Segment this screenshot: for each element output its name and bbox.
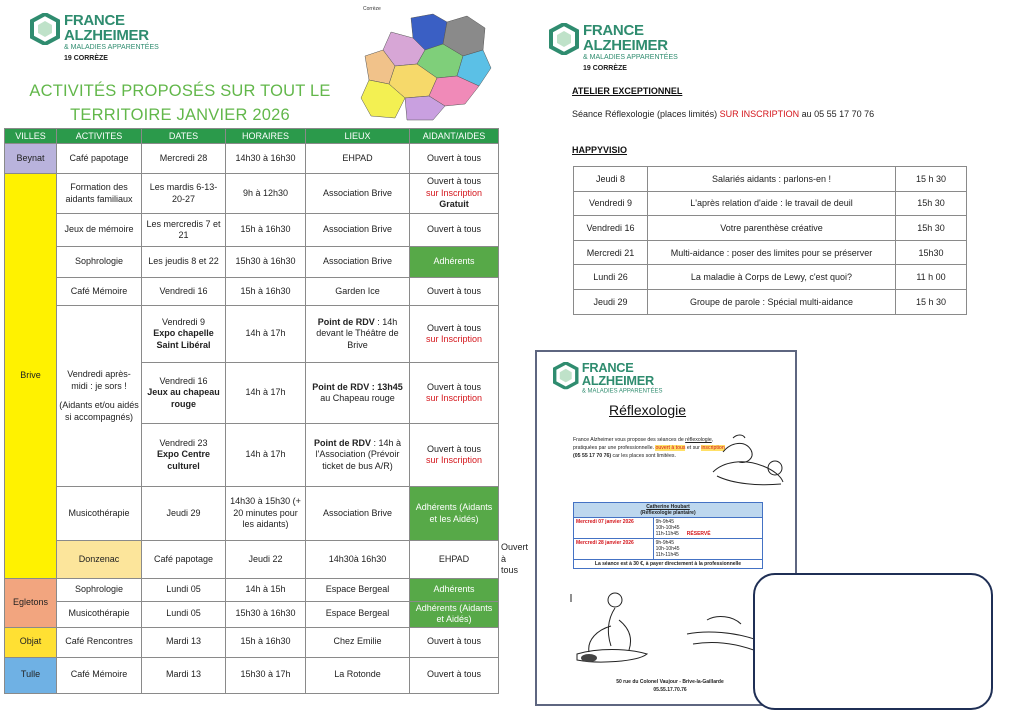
slots-text: 9h-9h45 10h-10h45 11h-11h45 <box>655 540 680 558</box>
topic: Multi-aidance : poser des limites pour se préserver <box>648 240 896 265</box>
city-tulle: Tulle <box>5 657 57 693</box>
activity: Café papotage <box>57 144 142 174</box>
day: Mercredi 21 <box>574 240 648 265</box>
activity: Café Mémoire <box>57 657 142 693</box>
date: Jeudi 22 <box>226 541 306 579</box>
activity: Café Rencontres <box>57 627 142 657</box>
audience: Ouvert à tous <box>410 278 499 306</box>
place <box>306 306 410 363</box>
header-villes: VILLES <box>5 129 57 144</box>
audience-registration: sur Inscription <box>425 187 483 198</box>
activities-table <box>4 128 529 694</box>
audience-open: Ouvert à tous <box>426 322 482 333</box>
table-header-row <box>5 129 499 144</box>
header-activites: ACTIVITES <box>57 129 142 144</box>
audience: Adhérents <box>410 247 499 278</box>
time: 15h à 16h30 <box>226 627 306 657</box>
place: EHPAD <box>306 144 410 174</box>
activity: Sophrologie <box>57 578 142 601</box>
table-row <box>5 144 499 174</box>
city-brive: Brive <box>5 174 57 579</box>
atelier-line <box>572 109 874 119</box>
logo-line4: 19 CORRÈZE <box>583 65 627 72</box>
city-donzenac: Donzenac <box>57 541 142 579</box>
table-row: Donzenac Café papotage Jeudi 22 14h30à 16h30 EHPAD Ouvert à tous <box>5 541 499 579</box>
meeting-point-detail: : 14h à l'Association (Prévoir ticket de bus A/R) <box>315 437 402 471</box>
table-row <box>5 627 499 657</box>
date-day: Vendredi 9 <box>161 316 206 327</box>
table-row <box>5 487 499 541</box>
atelier-highlight: SUR INSCRIPTION <box>719 109 800 119</box>
logo-line3: & MALADIES APPARENTÉES <box>581 388 663 395</box>
time: 15h30 à 16h30 <box>226 601 306 627</box>
topic: L'après relation d'aide : le travail de deuil <box>648 191 896 216</box>
place: Association Brive <box>306 214 410 247</box>
time: 15h à 16h30 <box>226 278 306 306</box>
date: Lundi 05 <box>142 601 226 627</box>
flyer-phone: (05 55 17 70 76) <box>573 453 612 459</box>
flyer-address <box>585 678 755 694</box>
city-egletons: Egletons <box>5 578 57 627</box>
audience-open: Ouvert à tous <box>426 443 482 454</box>
table-row <box>5 174 499 214</box>
date-day: Vendredi 16 <box>159 375 208 386</box>
place: Association Brive <box>306 487 410 541</box>
flyer-highlight: ouvert à tous <box>655 445 686 451</box>
activity: Musicothérapie <box>57 487 142 541</box>
header-dates: DATES <box>142 129 226 144</box>
meeting-point-label: Point de RDV <box>313 437 371 448</box>
flyer-header-row <box>574 503 763 518</box>
logo-left <box>30 13 159 62</box>
date: Les mercredis 7 et 21 <box>142 214 226 247</box>
day: Vendredi 9 <box>574 191 648 216</box>
place <box>306 424 410 487</box>
reflexology-illustration-icon <box>567 590 767 670</box>
table-row <box>5 278 499 306</box>
date: Mardi 13 <box>142 627 226 657</box>
table-row <box>574 560 763 569</box>
topic: Groupe de parole : Spécial multi-aidance <box>648 289 896 314</box>
time: 14h30 à 15h30 (+ 20 minutes pour les aidants) <box>226 487 306 541</box>
date <box>142 306 226 363</box>
outing-note: (Aidants et/ou aidés si accompagnés) <box>59 400 139 422</box>
city-objat: Objat <box>5 627 57 657</box>
logo-line1: FRANCE <box>64 12 125 29</box>
audience: Ouvert à tous <box>410 627 499 657</box>
logo-line1: FRANCE <box>583 22 644 39</box>
table-row <box>574 240 967 265</box>
empty-note-box <box>753 573 993 710</box>
session-slots <box>653 539 762 560</box>
topic: Votre parenthèse créative <box>648 216 896 241</box>
date-event: Jeux au chapeau rouge <box>147 387 220 409</box>
flyer-text: , pratiquées par une professionnelle. <box>573 437 714 451</box>
audience-registration: sur Inscription <box>425 334 483 344</box>
logo-line4: 19 CORRÈZE <box>64 55 108 62</box>
audience <box>410 363 499 424</box>
page-title <box>20 79 340 127</box>
date-event: Expo chapelle Saint Libéral <box>153 328 214 350</box>
time: 14h à 17h <box>226 363 306 424</box>
time: 15h 30 <box>896 216 967 241</box>
place: Chez Emilie <box>306 627 410 657</box>
date: Les jeudis 8 et 22 <box>142 247 226 278</box>
logo-line3: & MALADIES APPARENTÉES <box>64 44 159 51</box>
logo-line2: ALZHEIMER <box>583 37 668 54</box>
day: Jeudi 29 <box>574 289 648 314</box>
audience: Ouvert à tous <box>410 144 499 174</box>
day: Lundi 26 <box>574 265 648 290</box>
time: 15h30 <box>896 240 967 265</box>
header-horaires: HORAIRES <box>226 129 306 144</box>
time: 15h30 à 16h30 <box>226 247 306 278</box>
place <box>306 363 410 424</box>
audience-registration: sur Inscription <box>425 393 483 403</box>
table-row <box>5 306 499 363</box>
time: 15h 30 <box>896 191 967 216</box>
table-row <box>574 518 763 539</box>
date: Les mardis 6-13-20-27 <box>142 174 226 214</box>
place: La Rotonde <box>306 657 410 693</box>
time: 15h à 16h30 <box>226 214 306 247</box>
logo-line1: FRANCE <box>581 361 634 376</box>
city-beynat: Beynat <box>5 144 57 174</box>
table-row <box>574 216 967 241</box>
map-drawing <box>355 6 495 124</box>
place: Association Brive <box>306 247 410 278</box>
flyer-text: et sur <box>685 445 702 451</box>
table-row <box>574 539 763 560</box>
audience-registration: sur Inscription <box>425 455 483 465</box>
time: 15h30 à 17h <box>226 657 306 693</box>
flyer-practitioner <box>574 503 763 518</box>
flyer-text: réflexologie <box>685 437 712 443</box>
meeting-point-detail: : 14h devant le Théâtre de Brive <box>316 316 399 350</box>
title-line1: ACTIVITÉS PROPOSÉS SUR TOUT LE <box>29 82 331 100</box>
place: EHPAD <box>410 541 499 579</box>
table-row <box>5 578 499 601</box>
audience: Ouvert à tous <box>410 214 499 247</box>
flyer-logo <box>553 362 662 394</box>
logo-right <box>549 23 678 72</box>
flyer-text: France Alzheimer vous propose des séances de <box>573 437 686 443</box>
table-row <box>574 265 967 290</box>
topic: Salariés aidants : parlons-en ! <box>648 167 896 192</box>
audience: Ouvert à tous <box>410 657 499 693</box>
time: 14h à 17h <box>226 306 306 363</box>
date: Mercredi 28 <box>142 144 226 174</box>
table-row <box>574 191 967 216</box>
table-row <box>574 289 967 314</box>
department-map <box>355 6 495 124</box>
date-event: Expo Centre culturel <box>156 449 210 471</box>
header-aidant-aides: AIDANT/AIDES <box>410 129 499 144</box>
logo-hexagon-icon <box>549 23 579 55</box>
session-slots <box>653 518 762 539</box>
date: Vendredi 16 <box>142 278 226 306</box>
date <box>142 363 226 424</box>
massage-illustration-icon <box>703 432 789 492</box>
happyvisio-table <box>573 166 967 315</box>
date: Mardi 13 <box>142 657 226 693</box>
time: 14h à 15h <box>226 578 306 601</box>
time: 9h à 12h30 <box>226 174 306 214</box>
meeting-point-detail: au Chapeau rouge <box>320 393 395 403</box>
audience <box>410 306 499 363</box>
date: Jeudi 29 <box>142 487 226 541</box>
date <box>142 424 226 487</box>
flyer-text: car les places sont limitées. <box>611 453 676 459</box>
practitioner-specialty: (Réflexologie plantaire) <box>640 510 696 516</box>
activity: Formation des aidants familiaux <box>57 174 142 214</box>
time: 15 h 30 <box>896 167 967 192</box>
slots-text: 9h-9h45 10h-10h45 11h-11h45 <box>655 519 680 537</box>
logo-line3: & MALADIES APPARENTÉES <box>583 54 678 61</box>
audience-open: Ouvert à tous <box>426 381 482 392</box>
date: Lundi 05 <box>142 578 226 601</box>
time: 14h à 17h <box>226 424 306 487</box>
table-row <box>5 657 499 693</box>
day: Vendredi 16 <box>574 216 648 241</box>
place: Espace Bergeal <box>306 601 410 627</box>
table-row <box>5 247 499 278</box>
address-phone: 05.55.17.70.76 <box>653 687 687 693</box>
audience: Adhérents (Aidants et Aidés) <box>410 601 499 627</box>
table-row <box>5 214 499 247</box>
activity: Sophrologie <box>57 247 142 278</box>
audience <box>410 424 499 487</box>
table-row <box>574 167 967 192</box>
session-date: Mercredi 28 janvier 2026 <box>574 539 654 560</box>
activity-outing <box>57 306 142 487</box>
happyvisio-heading: HAPPYVISIO <box>572 145 628 155</box>
place: Garden Ice <box>306 278 410 306</box>
flyer-title: Réflexologie <box>609 402 687 418</box>
flyer-highlight: inscription <box>701 445 725 451</box>
meeting-point-label: Point de RDV <box>317 316 375 327</box>
place: Espace Bergeal <box>306 578 410 601</box>
place: Association Brive <box>306 174 410 214</box>
address-line: 50 rue du Colonel Vaujour - Brive-la-Gaillarde <box>616 679 724 685</box>
logo-hexagon-icon <box>553 362 579 389</box>
atelier-heading: ATELIER EXCEPTIONNEL <box>572 86 683 96</box>
activity: Jeux de mémoire <box>57 214 142 247</box>
time: 15 h 30 <box>896 289 967 314</box>
atelier-text: Séance Réflexologie (places limités) <box>572 109 720 119</box>
date-day: Vendredi 23 <box>159 437 208 448</box>
audience-free: Gratuit <box>439 199 469 210</box>
logo-line2: ALZHEIMER <box>64 27 149 44</box>
table-row <box>5 601 499 627</box>
day: Jeudi 8 <box>574 167 648 192</box>
topic: La maladie à Corps de Lewy, c'est quoi? <box>648 265 896 290</box>
meeting-point-label: Point de RDV : 13h45 <box>312 381 403 392</box>
map-label: Corrèze <box>363 6 381 12</box>
audience: Adhérents (Aidants et les Aidés) <box>410 487 499 541</box>
logo-hexagon-icon <box>30 13 60 45</box>
time: 11 h 00 <box>896 265 967 290</box>
header-lieux: LIEUX <box>306 129 410 144</box>
title-line2: TERRITOIRE JANVIER 2026 <box>70 106 290 124</box>
audience <box>410 174 499 214</box>
activity: Musicothérapie <box>57 601 142 627</box>
reserved-badge: RÉSERVÉ <box>686 531 711 537</box>
activity: Café Mémoire <box>57 278 142 306</box>
atelier-phone: au 05 55 17 70 76 <box>799 109 875 119</box>
logo-line2: ALZHEIMER <box>581 373 654 389</box>
audience: Adhérents <box>410 578 499 601</box>
activity: Café papotage <box>142 541 226 579</box>
flyer-schedule <box>573 502 763 569</box>
outing-title: Vendredi après-midi : je sors ! <box>67 369 131 391</box>
time: 14h30à 16h30 <box>306 541 410 579</box>
session-price: La séance est à 30 €, à payer directement à la professionnelle <box>574 560 763 569</box>
audience-open: Ouvert à tous <box>426 176 482 187</box>
practitioner-name: Catherine Houbart <box>646 504 690 510</box>
time: 14h30 à 16h30 <box>226 144 306 174</box>
session-date: Mercredi 07 janvier 2026 <box>574 518 654 539</box>
